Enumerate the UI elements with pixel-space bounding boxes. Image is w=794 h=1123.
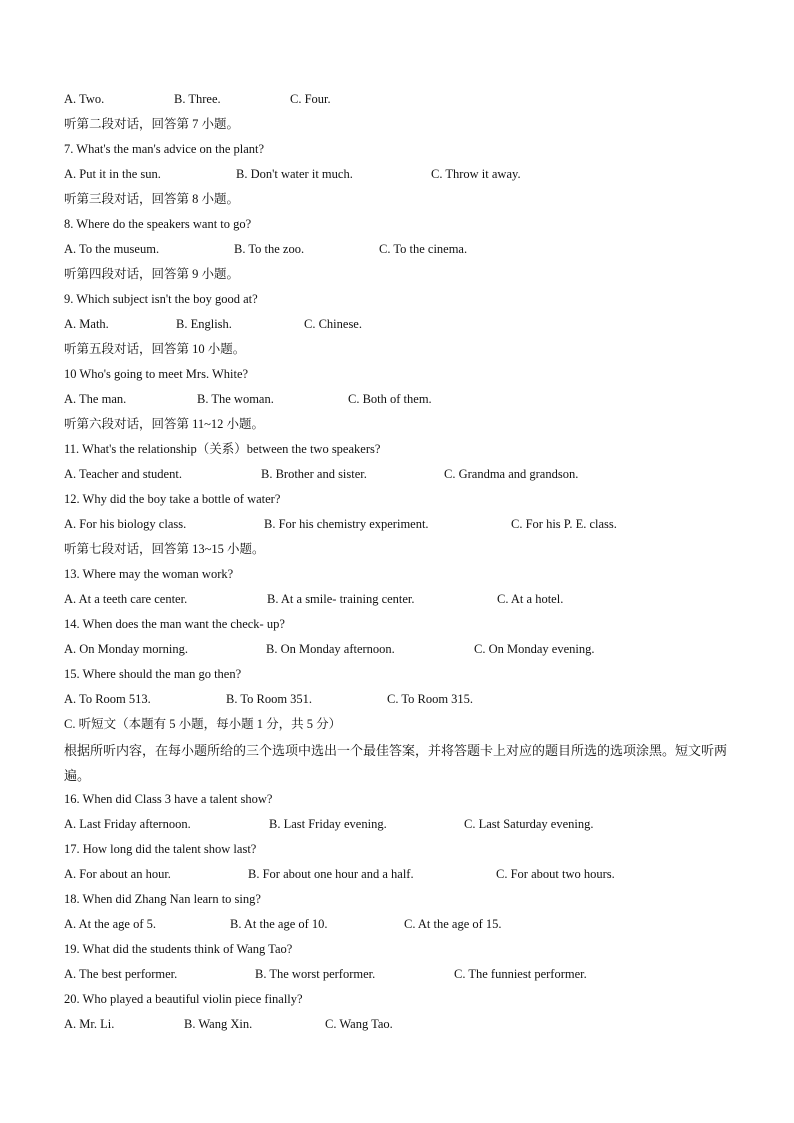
answer-options — [64, 463, 744, 488]
answer-options — [64, 388, 744, 413]
option-b: B. On Monday afternoon. — [266, 642, 395, 656]
option-b: B. Wang Xin. — [184, 1017, 253, 1031]
option-b: B. Last Friday evening. — [269, 817, 387, 831]
question-text: 20. Who played a beautiful violin piece finally? — [64, 992, 303, 1006]
option-a: A. On Monday morning. — [64, 642, 188, 656]
section-heading: C. 听短文（本题有 5 小题，每小题 1 分，共 5 分） — [64, 717, 342, 731]
option-a: A. The man. — [64, 392, 127, 406]
question-text: 10 Who's going to meet Mrs. White? — [64, 367, 249, 381]
option-a: A. Put it in the sun. — [64, 167, 161, 181]
option-c: C. Both of them. — [348, 392, 432, 406]
option-c: C. Throw it away. — [431, 167, 521, 181]
question-text: 15. Where should the man go then? — [64, 667, 242, 681]
option-c: C. The funniest performer. — [454, 967, 587, 981]
option-b: B. Brother and sister. — [261, 467, 367, 481]
option-a: A. Two. — [64, 92, 105, 106]
answer-options — [64, 963, 744, 988]
answer-options — [64, 863, 744, 888]
question-text: 13. Where may the woman work? — [64, 567, 234, 581]
answer-options — [64, 313, 744, 338]
answer-options — [64, 913, 744, 938]
question-text: 12. Why did the boy take a bottle of water? — [64, 492, 281, 506]
option-c: C. To the cinema. — [379, 242, 468, 256]
option-c: C. For his P. E. class. — [511, 517, 617, 531]
option-b: B. To the zoo. — [234, 242, 305, 256]
answer-options — [64, 163, 744, 188]
answer-options — [64, 513, 744, 538]
option-c: C. Last Saturday evening. — [464, 817, 594, 831]
answer-options — [64, 638, 744, 663]
option-b: B. The woman. — [197, 392, 274, 406]
option-a: A. Math. — [64, 317, 109, 331]
option-c: C. Chinese. — [304, 317, 362, 331]
option-a: A. For his biology class. — [64, 517, 187, 531]
option-b: B. Three. — [174, 92, 221, 106]
answer-options — [64, 238, 744, 263]
question-text: 9. Which subject isn't the boy good at? — [64, 292, 258, 306]
option-a: A. To Room 513. — [64, 692, 151, 706]
option-c: C. On Monday evening. — [474, 642, 595, 656]
section-heading: 听第六段对话，回答第 11~12 小题。 — [64, 417, 265, 431]
question-text: 7. What's the man's advice on the plant? — [64, 142, 265, 156]
question-text: 16. When did Class 3 have a talent show? — [64, 792, 273, 806]
option-b: B. At a smile- training center. — [267, 592, 415, 606]
option-a: A. At a teeth care center. — [64, 592, 188, 606]
option-c: C. At a hotel. — [497, 592, 564, 606]
option-c: C. For about two hours. — [496, 867, 615, 881]
option-a: A. To the museum. — [64, 242, 160, 256]
question-text: 18. When did Zhang Nan learn to sing? — [64, 892, 261, 906]
option-a: A. Mr. Li. — [64, 1017, 115, 1031]
option-b: B. For about one hour and a half. — [248, 867, 414, 881]
question-text: 19. What did the students think of Wang Tao? — [64, 942, 293, 956]
option-a: A. The best performer. — [64, 967, 178, 981]
question-text: 8. Where do the speakers want to go? — [64, 217, 252, 231]
option-b: B. To Room 351. — [226, 692, 313, 706]
section-heading: 听第三段对话，回答第 8 小题。 — [64, 192, 240, 206]
option-a: A. At the age of 5. — [64, 917, 156, 931]
option-b: B. English. — [176, 317, 232, 331]
option-b: B. Don't water it much. — [236, 167, 353, 181]
answer-options — [64, 813, 744, 838]
section-heading: 听第四段对话，回答第 9 小题。 — [64, 267, 240, 281]
option-b: B. At the age of 10. — [230, 917, 328, 931]
option-c: C. To Room 315. — [387, 692, 474, 706]
section-heading: 听第五段对话，回答第 10 小题。 — [64, 342, 246, 356]
document-page — [64, 88, 744, 1038]
option-a: A. Last Friday afternoon. — [64, 817, 191, 831]
answer-options — [64, 1013, 744, 1038]
option-c: C. At the age of 15. — [404, 917, 502, 931]
option-c: C. Four. — [290, 92, 331, 106]
answer-options — [64, 688, 744, 713]
option-a: A. Teacher and student. — [64, 467, 182, 481]
option-c: C. Grandma and grandson. — [444, 467, 579, 481]
answer-options — [64, 88, 744, 113]
section-heading: 听第七段对话，回答第 13~15 小题。 — [64, 542, 265, 556]
question-text: 17. How long did the talent show last? — [64, 842, 257, 856]
answer-options — [64, 588, 744, 613]
instruction-paragraph: 根据所听内容，在每小题所给的三个选项中选出一个最佳答案，并将答题卡上对应的题目所选的选项涂黑。短文听两遍。 — [64, 743, 728, 783]
option-b: B. The worst performer. — [255, 967, 376, 981]
question-text: 14. When does the man want the check- up? — [64, 617, 285, 631]
option-c: C. Wang Tao. — [325, 1017, 393, 1031]
section-heading: 听第二段对话，回答第 7 小题。 — [64, 117, 240, 131]
question-text: 11. What's the relationship（关系）between the two speakers? — [64, 442, 381, 456]
option-a: A. For about an hour. — [64, 867, 171, 881]
option-b: B. For his chemistry experiment. — [264, 517, 429, 531]
